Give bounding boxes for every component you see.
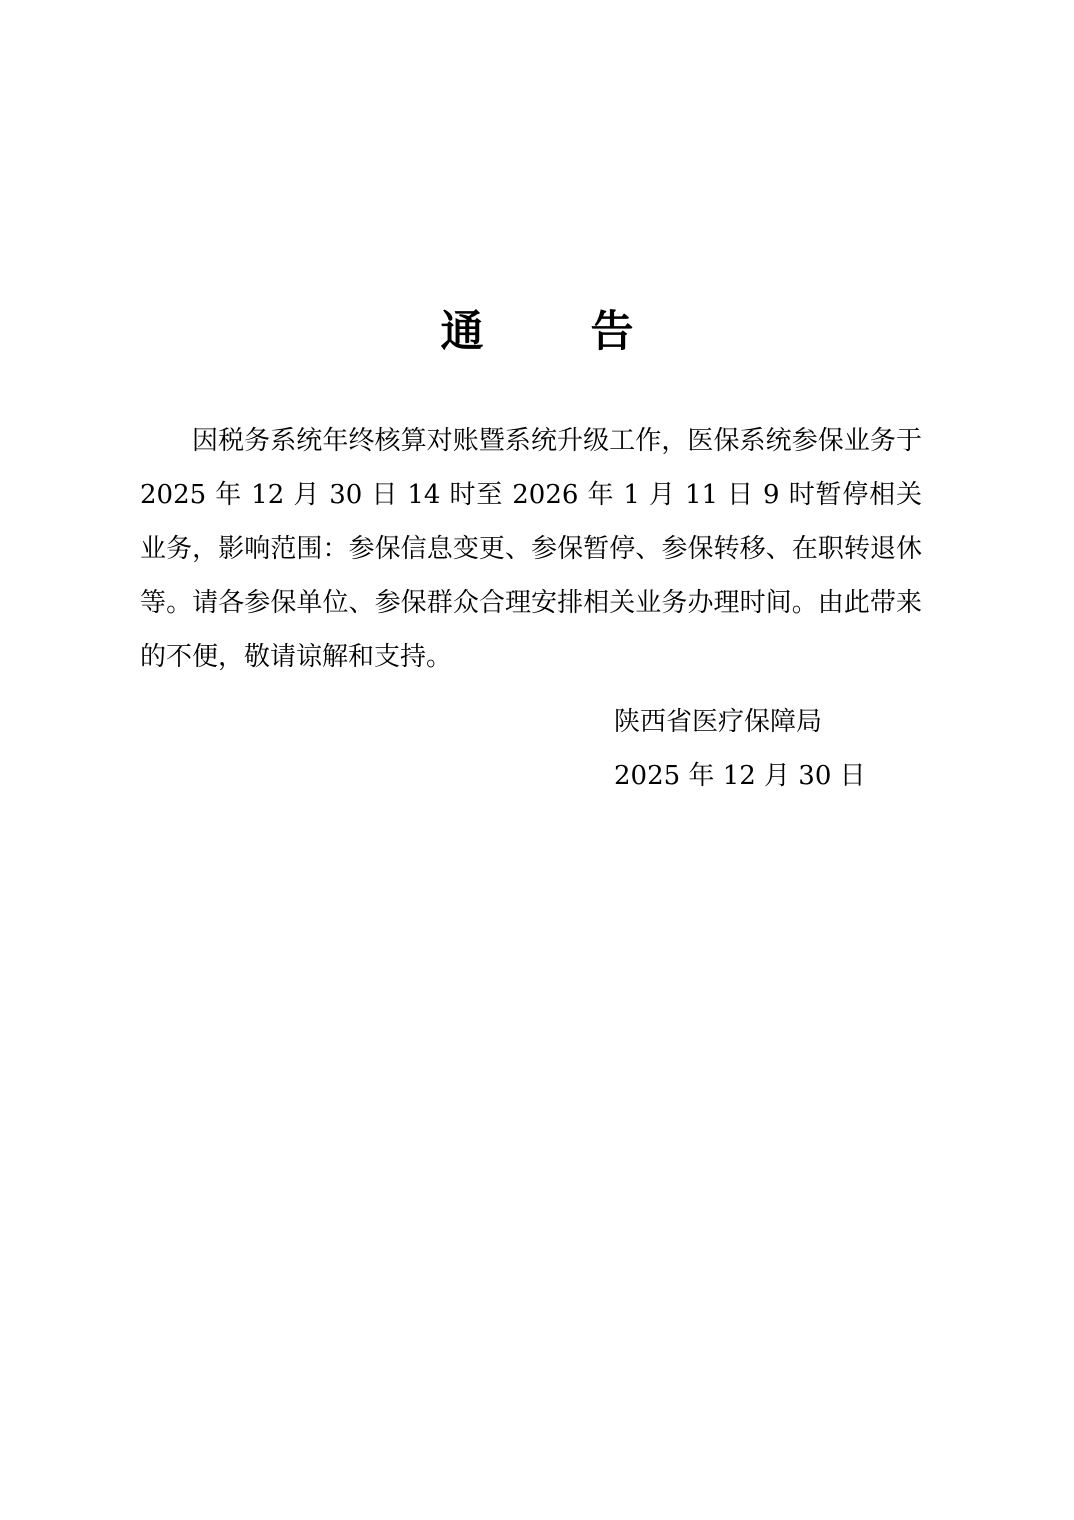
signature-organization: 陕西省医疗保障局	[614, 707, 823, 737]
notice-title: 通 告	[440, 307, 666, 357]
notice-body: 因税务系统年终核算对账暨系统升级工作，医保系统参保业务于 2025 年 12 月 30 日 14 时至 2026 年 1 月 11 日 9 时暂停相关业务，影响范围：参保信息变更、参保暂停、参保转移、在职转退休等。请各参保单位、参保群众合理安排相关业务办理时间。由此带来的不便，敬请谅解和支持。	[140, 426, 922, 672]
signature-date: 2025 年 12 月 30 日	[614, 761, 866, 791]
